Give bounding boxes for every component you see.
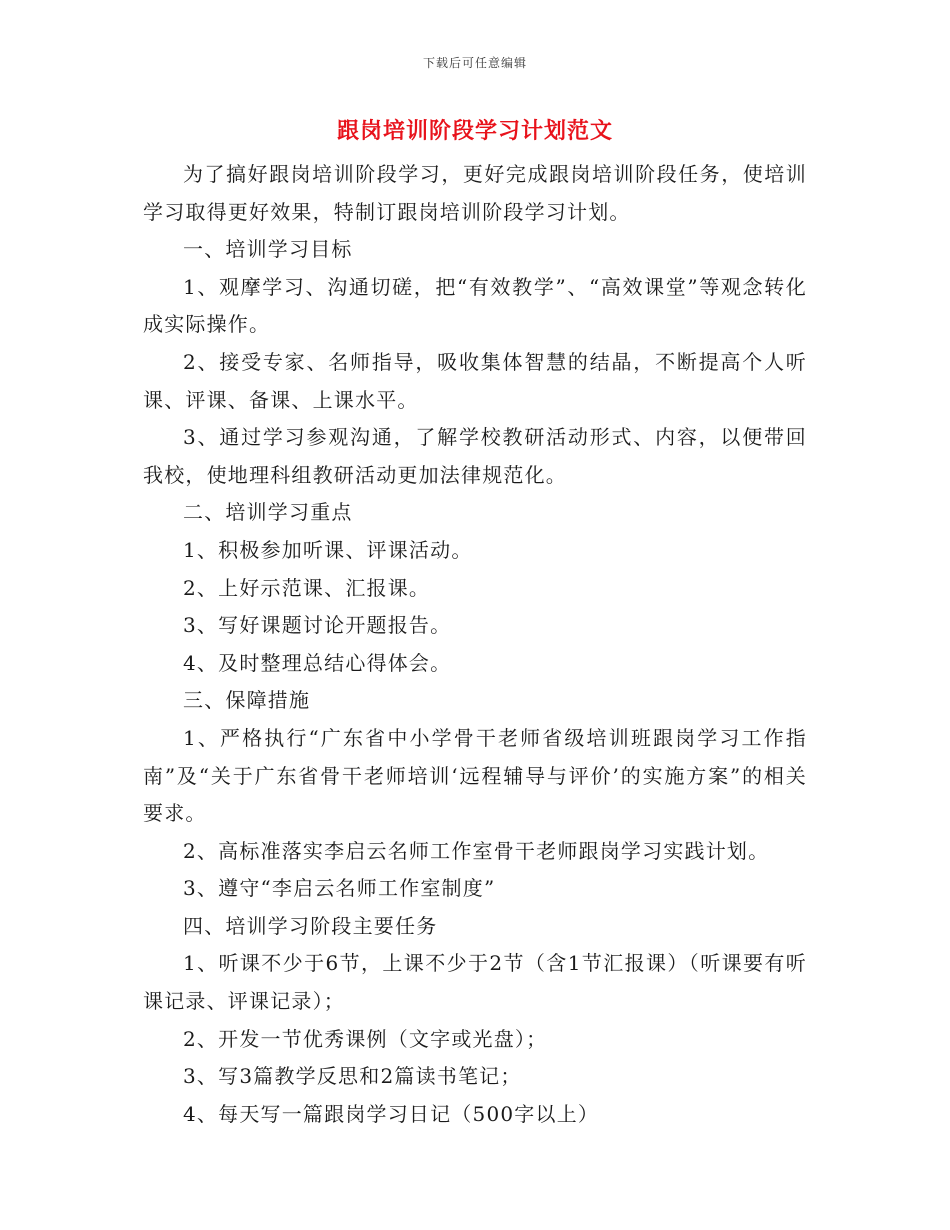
list-item-measure-1: 1、严格执行“广东省中小学骨干老师省级培训班跟岗学习工作指南”及“关于广东省骨干老师培训‘远程辅导与评价’的实施方案”的相关要求。 <box>143 725 807 826</box>
list-item-focus-2: 2、上好示范课、汇报课。 <box>183 575 431 600</box>
list-item-focus-1: 1、积极参加听课、评课活动。 <box>183 537 473 562</box>
list-item-task-1: 1、听课不少于6节，上课不少于2节（含1节汇报课）（听课要有听课记录、评课记录）； <box>143 951 807 1014</box>
section-heading-goals: 一、培训学习目标 <box>183 237 353 262</box>
list-item-measure-3: 3、遵守“李启云名师工作室制度” <box>183 876 496 901</box>
list-item-goal-1: 1、观摩学习、沟通切磋，把“有效教学”、“高效课堂”等观念转化成实际操作。 <box>143 274 807 337</box>
list-item-measure-2: 2、高标准落实李启云名师工作室骨干老师跟岗学习实践计划。 <box>183 838 770 863</box>
section-heading-focus: 二、培训学习重点 <box>183 500 353 525</box>
section-heading-tasks: 四、培训学习阶段主要任务 <box>183 913 438 938</box>
paragraph-intro: 为了搞好跟岗培训阶段学习，更好完成跟岗培训阶段任务，使培训学习取得更好效果，特制订跟岗培训阶段学习计划。 <box>143 162 807 224</box>
list-item-task-3: 3、写3篇教学反思和2篇读书笔记； <box>183 1064 522 1089</box>
list-item-focus-4: 4、及时整理总结心得体会。 <box>183 650 452 675</box>
list-item-goal-3: 3、通过学习参观沟通，了解学校教研活动形式、内容，以便带回我校，使地理科组教研活动更加法律规范化。 <box>143 425 807 487</box>
header-note: 下载后可任意编辑 <box>422 56 527 70</box>
list-item-task-4: 4、每天写一篇跟岗学习日记（500字以上） <box>183 1101 600 1126</box>
list-item-goal-2: 2、接受专家、名师指导，吸收集体智慧的结晶，不断提高个人听课、评课、备课、上课水平。 <box>143 349 807 412</box>
list-item-task-2: 2、开发一节优秀课例（文字或光盘）； <box>183 1026 548 1051</box>
document-body <box>143 156 807 1133</box>
section-heading-measures: 三、保障措施 <box>183 688 311 713</box>
document-title: 跟岗培训阶段学习计划范文 <box>336 118 613 144</box>
list-item-focus-3: 3、写好课题讨论开题报告。 <box>183 613 452 638</box>
